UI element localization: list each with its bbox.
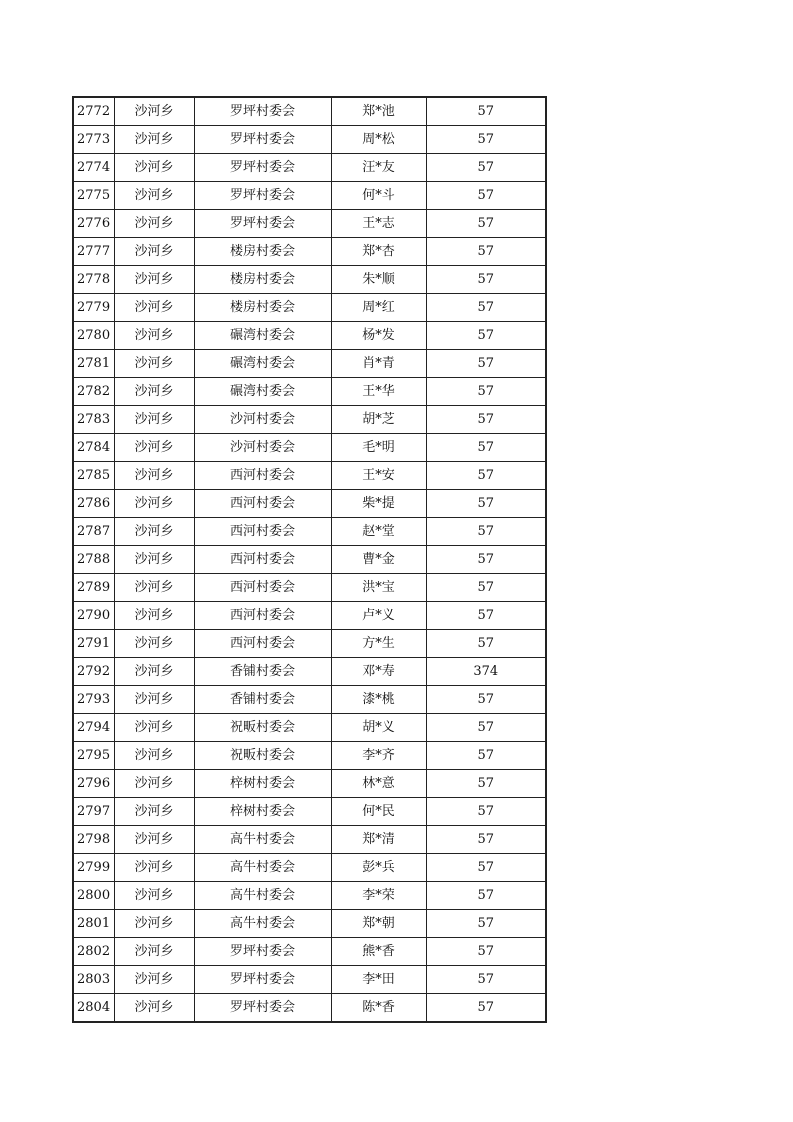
row-number-cell: 2797	[73, 798, 114, 826]
row-number-cell: 2787	[73, 518, 114, 546]
amount-cell: 57	[426, 350, 546, 378]
row-number-cell: 2782	[73, 378, 114, 406]
township-cell: 沙河乡	[114, 546, 194, 574]
village-committee-cell: 罗坪村委会	[194, 126, 331, 154]
row-number-cell: 2789	[73, 574, 114, 602]
name-cell: 洪*宝	[331, 574, 426, 602]
table-row	[73, 126, 546, 154]
name-cell: 王*华	[331, 378, 426, 406]
village-committee-cell: 西河村委会	[194, 630, 331, 658]
row-number-cell: 2794	[73, 714, 114, 742]
table-row	[73, 938, 546, 966]
village-committee-cell: 沙河村委会	[194, 406, 331, 434]
township-cell: 沙河乡	[114, 798, 194, 826]
name-cell: 林*意	[331, 770, 426, 798]
township-cell: 沙河乡	[114, 518, 194, 546]
name-cell: 胡*芝	[331, 406, 426, 434]
township-cell: 沙河乡	[114, 602, 194, 630]
row-number-cell: 2804	[73, 994, 114, 1023]
village-committee-cell: 西河村委会	[194, 462, 331, 490]
name-cell: 陈*香	[331, 994, 426, 1023]
table-row	[73, 462, 546, 490]
township-cell: 沙河乡	[114, 854, 194, 882]
row-number-cell: 2796	[73, 770, 114, 798]
amount-cell: 57	[426, 97, 546, 126]
amount-cell: 57	[426, 294, 546, 322]
township-cell: 沙河乡	[114, 266, 194, 294]
table-row	[73, 854, 546, 882]
village-committee-cell: 祝畈村委会	[194, 742, 331, 770]
table-row	[73, 658, 546, 686]
table-row	[73, 770, 546, 798]
row-number-cell: 2793	[73, 686, 114, 714]
table-row	[73, 798, 546, 826]
village-committee-cell: 罗坪村委会	[194, 210, 331, 238]
name-cell: 方*生	[331, 630, 426, 658]
name-cell: 赵*堂	[331, 518, 426, 546]
township-cell: 沙河乡	[114, 378, 194, 406]
row-number-cell: 2803	[73, 966, 114, 994]
amount-cell: 57	[426, 378, 546, 406]
table-row	[73, 97, 546, 126]
village-committee-cell: 楼房村委会	[194, 238, 331, 266]
row-number-cell: 2801	[73, 910, 114, 938]
township-cell: 沙河乡	[114, 686, 194, 714]
name-cell: 何*民	[331, 798, 426, 826]
name-cell: 汪*友	[331, 154, 426, 182]
amount-cell: 57	[426, 854, 546, 882]
village-committee-cell: 西河村委会	[194, 518, 331, 546]
village-committee-cell: 香铺村委会	[194, 686, 331, 714]
name-cell: 彭*兵	[331, 854, 426, 882]
name-cell: 朱*顺	[331, 266, 426, 294]
village-committee-cell: 梓树村委会	[194, 798, 331, 826]
name-cell: 李*荣	[331, 882, 426, 910]
name-cell: 郑*杏	[331, 238, 426, 266]
row-number-cell: 2779	[73, 294, 114, 322]
amount-cell: 57	[426, 126, 546, 154]
data-table	[72, 96, 547, 1023]
amount-cell: 57	[426, 910, 546, 938]
name-cell: 王*志	[331, 210, 426, 238]
amount-cell: 57	[426, 714, 546, 742]
township-cell: 沙河乡	[114, 490, 194, 518]
village-committee-cell: 沙河村委会	[194, 434, 331, 462]
township-cell: 沙河乡	[114, 406, 194, 434]
village-committee-cell: 罗坪村委会	[194, 938, 331, 966]
name-cell: 肖*青	[331, 350, 426, 378]
township-cell: 沙河乡	[114, 574, 194, 602]
table-row	[73, 714, 546, 742]
village-committee-cell: 梓树村委会	[194, 770, 331, 798]
name-cell: 曹*金	[331, 546, 426, 574]
township-cell: 沙河乡	[114, 97, 194, 126]
township-cell: 沙河乡	[114, 938, 194, 966]
village-committee-cell: 罗坪村委会	[194, 182, 331, 210]
village-committee-cell: 高牛村委会	[194, 826, 331, 854]
village-committee-cell: 楼房村委会	[194, 294, 331, 322]
township-cell: 沙河乡	[114, 210, 194, 238]
amount-cell: 57	[426, 630, 546, 658]
village-committee-cell: 碾湾村委会	[194, 378, 331, 406]
name-cell: 王*安	[331, 462, 426, 490]
amount-cell: 57	[426, 546, 546, 574]
amount-cell: 57	[426, 154, 546, 182]
row-number-cell: 2778	[73, 266, 114, 294]
township-cell: 沙河乡	[114, 714, 194, 742]
table-row	[73, 602, 546, 630]
township-cell: 沙河乡	[114, 322, 194, 350]
table-row	[73, 294, 546, 322]
table-row	[73, 882, 546, 910]
amount-cell: 57	[426, 266, 546, 294]
table-body	[73, 97, 546, 1022]
row-number-cell: 2795	[73, 742, 114, 770]
township-cell: 沙河乡	[114, 462, 194, 490]
name-cell: 何*斗	[331, 182, 426, 210]
row-number-cell: 2774	[73, 154, 114, 182]
amount-cell: 57	[426, 602, 546, 630]
amount-cell: 57	[426, 518, 546, 546]
name-cell: 李*齐	[331, 742, 426, 770]
table-row	[73, 546, 546, 574]
row-number-cell: 2773	[73, 126, 114, 154]
row-number-cell: 2775	[73, 182, 114, 210]
village-committee-cell: 西河村委会	[194, 490, 331, 518]
table-row	[73, 210, 546, 238]
township-cell: 沙河乡	[114, 182, 194, 210]
amount-cell: 57	[426, 798, 546, 826]
row-number-cell: 2792	[73, 658, 114, 686]
name-cell: 郑*朝	[331, 910, 426, 938]
table-row	[73, 910, 546, 938]
name-cell: 周*松	[331, 126, 426, 154]
township-cell: 沙河乡	[114, 882, 194, 910]
row-number-cell: 2798	[73, 826, 114, 854]
table-row	[73, 742, 546, 770]
table-row	[73, 518, 546, 546]
township-cell: 沙河乡	[114, 966, 194, 994]
row-number-cell: 2785	[73, 462, 114, 490]
table-row	[73, 406, 546, 434]
village-committee-cell: 碾湾村委会	[194, 350, 331, 378]
table-row	[73, 686, 546, 714]
village-committee-cell: 高牛村委会	[194, 854, 331, 882]
row-number-cell: 2781	[73, 350, 114, 378]
amount-cell: 57	[426, 238, 546, 266]
row-number-cell: 2776	[73, 210, 114, 238]
table-row	[73, 574, 546, 602]
row-number-cell: 2791	[73, 630, 114, 658]
amount-cell: 57	[426, 406, 546, 434]
name-cell: 漆*桃	[331, 686, 426, 714]
township-cell: 沙河乡	[114, 994, 194, 1023]
row-number-cell: 2784	[73, 434, 114, 462]
township-cell: 沙河乡	[114, 154, 194, 182]
row-number-cell: 2800	[73, 882, 114, 910]
row-number-cell: 2786	[73, 490, 114, 518]
row-number-cell: 2772	[73, 97, 114, 126]
village-committee-cell: 罗坪村委会	[194, 994, 331, 1023]
row-number-cell: 2783	[73, 406, 114, 434]
name-cell: 熊*香	[331, 938, 426, 966]
amount-cell: 57	[426, 490, 546, 518]
township-cell: 沙河乡	[114, 826, 194, 854]
village-committee-cell: 西河村委会	[194, 546, 331, 574]
village-committee-cell: 高牛村委会	[194, 882, 331, 910]
village-committee-cell: 碾湾村委会	[194, 322, 331, 350]
name-cell: 郑*池	[331, 97, 426, 126]
village-committee-cell: 西河村委会	[194, 574, 331, 602]
township-cell: 沙河乡	[114, 350, 194, 378]
row-number-cell: 2802	[73, 938, 114, 966]
table-row	[73, 322, 546, 350]
amount-cell: 374	[426, 658, 546, 686]
table-row	[73, 630, 546, 658]
amount-cell: 57	[426, 882, 546, 910]
village-committee-cell: 罗坪村委会	[194, 154, 331, 182]
village-committee-cell: 罗坪村委会	[194, 966, 331, 994]
amount-cell: 57	[426, 434, 546, 462]
table-row	[73, 490, 546, 518]
amount-cell: 57	[426, 742, 546, 770]
row-number-cell: 2790	[73, 602, 114, 630]
township-cell: 沙河乡	[114, 658, 194, 686]
row-number-cell: 2780	[73, 322, 114, 350]
village-committee-cell: 西河村委会	[194, 602, 331, 630]
village-committee-cell: 香铺村委会	[194, 658, 331, 686]
township-cell: 沙河乡	[114, 238, 194, 266]
village-committee-cell: 罗坪村委会	[194, 97, 331, 126]
name-cell: 卢*义	[331, 602, 426, 630]
amount-cell: 57	[426, 994, 546, 1023]
table-row	[73, 966, 546, 994]
name-cell: 邓*寿	[331, 658, 426, 686]
township-cell: 沙河乡	[114, 434, 194, 462]
amount-cell: 57	[426, 770, 546, 798]
table-row	[73, 182, 546, 210]
name-cell: 杨*发	[331, 322, 426, 350]
table-row	[73, 266, 546, 294]
table-row	[73, 378, 546, 406]
amount-cell: 57	[426, 686, 546, 714]
amount-cell: 57	[426, 826, 546, 854]
table-row	[73, 350, 546, 378]
township-cell: 沙河乡	[114, 630, 194, 658]
table-row	[73, 238, 546, 266]
amount-cell: 57	[426, 322, 546, 350]
table-row	[73, 154, 546, 182]
name-cell: 李*田	[331, 966, 426, 994]
township-cell: 沙河乡	[114, 910, 194, 938]
village-committee-cell: 楼房村委会	[194, 266, 331, 294]
name-cell: 毛*明	[331, 434, 426, 462]
name-cell: 胡*义	[331, 714, 426, 742]
row-number-cell: 2788	[73, 546, 114, 574]
name-cell: 柴*提	[331, 490, 426, 518]
township-cell: 沙河乡	[114, 742, 194, 770]
table-row	[73, 826, 546, 854]
township-cell: 沙河乡	[114, 294, 194, 322]
name-cell: 周*红	[331, 294, 426, 322]
village-committee-cell: 祝畈村委会	[194, 714, 331, 742]
amount-cell: 57	[426, 574, 546, 602]
table-row	[73, 994, 546, 1023]
amount-cell: 57	[426, 210, 546, 238]
row-number-cell: 2777	[73, 238, 114, 266]
amount-cell: 57	[426, 462, 546, 490]
amount-cell: 57	[426, 182, 546, 210]
row-number-cell: 2799	[73, 854, 114, 882]
village-committee-cell: 高牛村委会	[194, 910, 331, 938]
amount-cell: 57	[426, 938, 546, 966]
amount-cell: 57	[426, 966, 546, 994]
name-cell: 郑*清	[331, 826, 426, 854]
table-row	[73, 434, 546, 462]
township-cell: 沙河乡	[114, 126, 194, 154]
township-cell: 沙河乡	[114, 770, 194, 798]
